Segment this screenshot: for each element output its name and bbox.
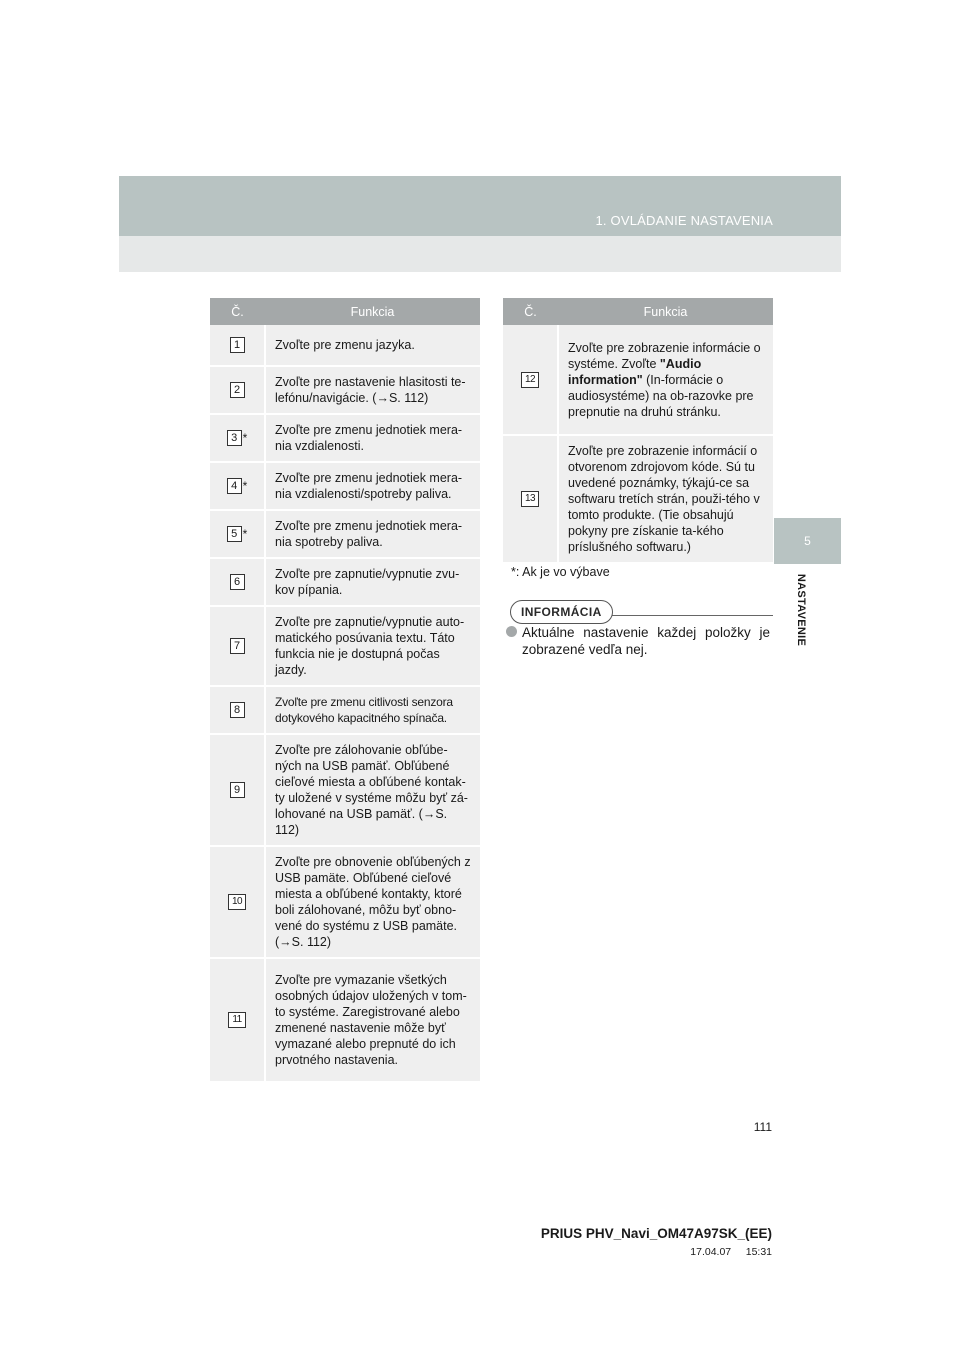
- column-header-function: Funkcia: [265, 298, 480, 325]
- item-number-badge: 6: [230, 574, 245, 590]
- chapter-tab: [774, 518, 841, 564]
- row-number-cell: [503, 435, 558, 563]
- info-label: INFORMÁCIA: [510, 600, 613, 624]
- table-row: [210, 558, 480, 606]
- row-number-cell: [210, 462, 265, 510]
- document-timestamp: 17.04.07 15:31: [690, 1246, 772, 1258]
- optional-equipment-star: *: [242, 430, 248, 445]
- row-number-cell: [210, 686, 265, 734]
- row-function-text: Zvoľte pre zmenu jazyka.: [265, 325, 480, 366]
- table-row: [210, 462, 480, 510]
- row-function-text: Zvoľte pre zmenu jednotiek mera-nia spotreby paliva.: [265, 510, 480, 558]
- row-number-cell: [210, 734, 265, 846]
- item-number-badge: 1: [230, 337, 245, 353]
- table-header-row: [503, 298, 773, 325]
- row-number-cell: [210, 958, 265, 1082]
- header-sub-band: [119, 236, 841, 272]
- table-row: [210, 686, 480, 734]
- table-header-row: [210, 298, 480, 325]
- row-number-cell: [210, 606, 265, 686]
- column-header-number: Č.: [210, 298, 265, 325]
- row-number-cell: [210, 510, 265, 558]
- item-number-badge: 7: [230, 638, 245, 654]
- item-number-badge: 5: [227, 526, 242, 542]
- row-function-text: Zvoľte pre zobrazenie informácií o otvorenom zdrojovom kóde. Sú tu uvedené poznámky, týkajú-ce sa softwaru tretích strán, použi-tého v tomto produkte. (Tie obsahujú pokyny pre získanie ta-kého príslušného softwaru.): [558, 435, 773, 563]
- item-number-badge: 3: [227, 430, 242, 446]
- document-id: PRIUS PHV_Navi_OM47A97SK_(EE): [540, 1226, 772, 1241]
- column-header-number: Č.: [503, 298, 558, 325]
- row-number-cell: [210, 558, 265, 606]
- row-function-text: Zvoľte pre zmenu citlivosti senzora dotykového kapacitného spínača.: [265, 686, 480, 734]
- info-bullet-text: Aktuálne nastavenie každej položky je zobrazené vedľa nej.: [522, 625, 770, 657]
- item-number-badge: 12: [521, 372, 539, 388]
- row-function-text: Zvoľte pre zapnutie/vypnutie zvu-kov pípania.: [265, 558, 480, 606]
- table-row: [210, 510, 480, 558]
- row-number-cell: [210, 325, 265, 366]
- chapter-number: 5: [804, 534, 811, 548]
- item-number-badge: 2: [230, 382, 245, 398]
- row-function-text: Zvoľte pre zapnutie/vypnutie auto-matického posúvania textu. Táto funkcia nie je dostupná počas jazdy.: [265, 606, 480, 686]
- table-row: [210, 846, 480, 958]
- row-number-cell: [210, 846, 265, 958]
- table-row: [210, 325, 480, 366]
- row-function-text: Zvoľte pre zmenu jednotiek mera-nia vzdialenosti.: [265, 414, 480, 462]
- row-function-text: Zvoľte pre zmenu jednotiek mera-nia vzdialenosti/spotreby paliva.: [265, 462, 480, 510]
- chapter-label: NASTAVENIE: [795, 573, 807, 647]
- column-header-function: Funkcia: [558, 298, 773, 325]
- table-row: [210, 606, 480, 686]
- item-number-badge: 10: [228, 894, 246, 910]
- item-number-badge: 4: [227, 478, 242, 494]
- page-number: 111: [753, 1120, 772, 1134]
- row-text-part: (In-formácie o audiosystéme) na ob-razovke pre prepnutie na druhú stránku.: [568, 372, 754, 419]
- header-band: [119, 176, 841, 236]
- function-table-left: [210, 298, 480, 1083]
- row-function-text: Zvoľte pre zálohovanie obľúbe-ných na USB pamäť. Obľúbené cieľové miesta a obľúbené kontak-ty uložené v systéme môžu byť zá-lohované na USB pamäť. (→S. 112): [265, 734, 480, 846]
- function-table-right: [503, 298, 773, 564]
- table-row: [210, 366, 480, 414]
- row-function-text: Zvoľte pre nastavenie hlasitosti te-lefónu/navigácie. (→S. 112): [265, 366, 480, 414]
- table-row: [210, 414, 480, 462]
- row-number-cell: [503, 325, 558, 435]
- row-text-emphasis: "Audio information": [568, 356, 702, 387]
- optional-equipment-star: *: [242, 478, 248, 493]
- item-number-badge: 9: [230, 782, 245, 798]
- item-number-badge: 8: [230, 702, 245, 718]
- row-function-text: [558, 325, 773, 435]
- bullet-icon: [506, 626, 517, 637]
- optional-equipment-footnote: *: Ak je vo výbave: [511, 565, 610, 579]
- row-function-text: Zvoľte pre vymazanie všetkých osobných údajov uložených v tom-to systéme. Zaregistrované alebo zmenené nastavenie môže byť vymazané alebo prepnuté do ich prvotného nastavenia.: [265, 958, 480, 1082]
- item-number-badge: 13: [521, 491, 539, 507]
- row-number-cell: [210, 366, 265, 414]
- row-text-part: Zvoľte pre zobrazenie informácie o systéme. Zvoľte: [568, 340, 761, 371]
- info-bullet: [506, 624, 770, 658]
- section-title: 1. OVLÁDANIE NASTAVENIA: [595, 213, 773, 228]
- table-row: [210, 734, 480, 846]
- optional-equipment-star: *: [242, 526, 248, 541]
- table-row: [503, 435, 773, 563]
- table-row: [503, 325, 773, 435]
- row-number-cell: [210, 414, 265, 462]
- item-number-badge: 11: [228, 1012, 246, 1028]
- row-function-text: Zvoľte pre obnovenie obľúbených z USB pamäte. Obľúbené cieľové miesta a obľúbené kontakty, ktoré boli zálohované, môžu byť obno-vené do systému z USB pamäte. (→S. 112): [265, 846, 480, 958]
- table-row: [210, 958, 480, 1082]
